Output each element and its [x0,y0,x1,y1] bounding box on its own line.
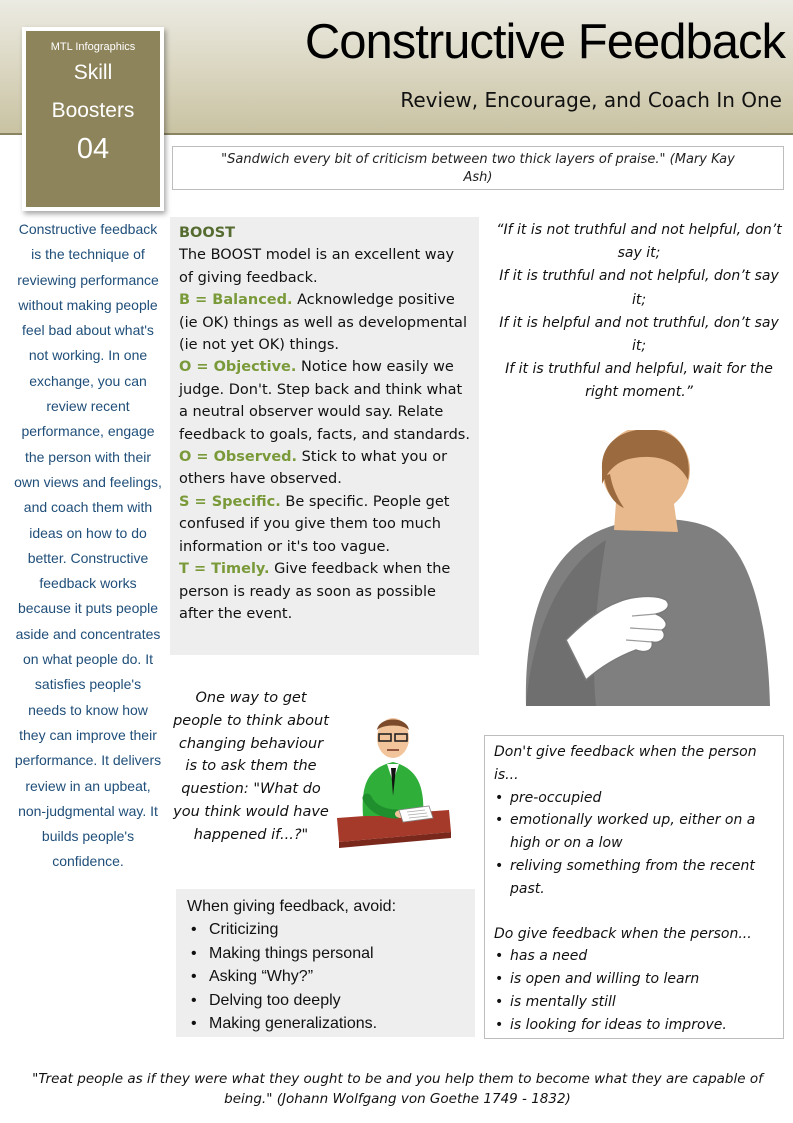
boost-key: O = Objective. [179,359,297,376]
avoid-item: • Making generalizations. [187,1012,465,1035]
boost-intro: The BOOST model is an excellent way of giving feedback. [179,247,455,286]
truth-quote [494,219,784,405]
bottom-quote: "Treat people as if they were what they ought to be and you help them to become what they are capable of being." (Johann Wolfgang von Goethe 1749 - 1832) [32,1071,763,1107]
do-item: • is mentally still [494,991,775,1014]
dont-item: • emotionally worked up, either on a high or on a low [494,809,775,855]
avoid-item: • Criticizing [187,918,465,941]
avoid-list [187,918,465,1035]
truth-line: “If it is not truthful and not helpful, don’t say it; [496,222,782,262]
boost-item [179,446,471,491]
panel-spacer [494,901,775,923]
question-prompt: One way to get people to think about changing behaviour is to ask them the question: "What do you think would have happened if...?" [173,690,329,843]
do-heading: Do give feedback when the person... [494,925,752,942]
page-subtitle: Review, Encourage, and Coach In One [400,88,782,112]
badge-line-boosters: Boosters [51,99,135,122]
boost-item [179,356,471,446]
dont-item: • reliving something from the recent past. [494,855,775,901]
do-item: • is open and willing to learn [494,968,775,991]
do-item: • is looking for ideas to improve. [494,1014,775,1037]
badge-brand: MTL Infographics [50,41,136,53]
truth-line: If it is truthful and helpful, wait for the right moment.” [505,361,773,401]
truth-line: If it is truthful and not helpful, don’t say it; [499,268,779,308]
boost-text: Notice how easily we judge. Don't. Step back and think what a neutral observer would say. Relate feedback to goals, facts, and standards. [179,359,470,443]
dont-list [494,787,775,901]
boost-panel [170,217,479,655]
boost-text: Stick to what you or others have observed. [179,449,448,488]
boost-item [179,491,471,558]
dont-heading: Don't give feedback when the person is... [494,744,757,783]
hand-on-shoulder-illustration [506,430,772,706]
page-title: Constructive Feedback [304,15,785,69]
top-quote: "Sandwich every bit of criticism between two thick layers of praise." (Mary Kay Ash) [172,146,784,190]
boost-key: T = Timely. [179,561,270,578]
boost-item [179,289,471,356]
avoid-panel [176,889,475,1037]
boost-key: O = Observed. [179,449,298,466]
boost-text: Acknowledge positive (ie OK) things as well as developmental (ie not yet OK) things. [179,292,467,354]
do-list [494,945,775,1036]
badge-line-skill: Skill [73,61,113,84]
boost-item [179,558,471,625]
avoid-heading: When giving feedback, avoid: [187,898,397,915]
when-to-give-feedback-panel [484,735,784,1039]
intro-paragraph: Constructive feedback is the technique of reviewing performance without making people feel bad about what's not working. In one exchange, you can review recent performance, engage the person with their own views and feelings, and coach them with ideas on how to do better. Constructive feedback works because it puts people aside and concentrates on what people do. It satisfies people's needs to know how they can improve their performance. It delivers review in an upbeat, non-judgmental way. It builds people's confidence. [14,221,162,870]
avoid-item: • Making things personal [187,942,465,965]
man-at-desk-illustration [333,706,453,858]
truth-line: If it is helpful and not truthful, don’t say it; [499,314,779,355]
badge-number: 04 [76,133,110,165]
skill-boosters-badge [22,27,164,211]
boost-heading: BOOST [179,225,236,241]
boost-key: B = Balanced. [179,292,293,309]
do-item: • has a need [494,945,775,968]
dont-item: • pre-occupied [494,787,775,810]
avoid-item: • Delving too deeply [187,989,465,1012]
avoid-item: • Asking “Why?” [187,965,465,988]
boost-text: Give feedback when the person is ready as soon as possible after the event. [179,561,451,622]
boost-text: Be specific. People get confused if you give them too much information or it's too vague. [179,493,450,555]
boost-key: S = Specific. [179,493,281,510]
